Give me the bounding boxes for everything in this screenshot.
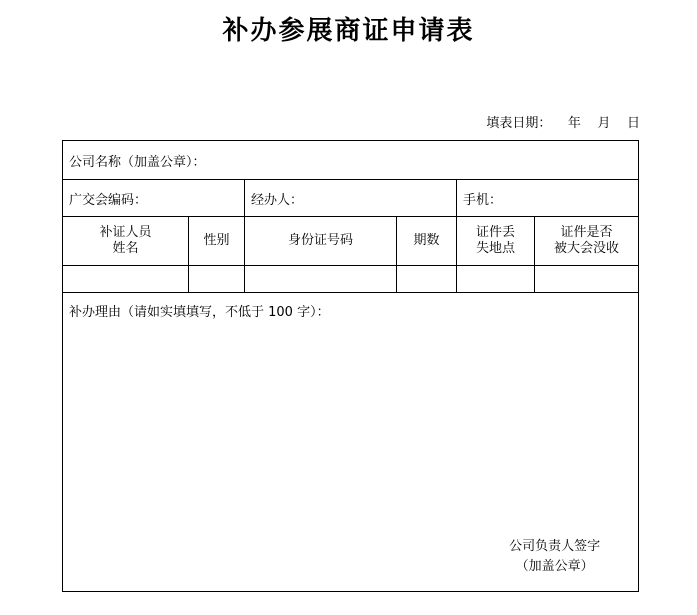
table-row-company: [63, 141, 639, 180]
header-name: [63, 217, 189, 266]
cell-gender-value[interactable]: [189, 266, 245, 293]
reason-label: 补办理由（请如实填填写，不低于 100 字）：: [69, 305, 330, 320]
cell-id-number-value[interactable]: [245, 266, 397, 293]
fair-code-cell[interactable]: 广交会编码：: [63, 180, 245, 217]
signature-line-2: （加盖公章）: [515, 558, 594, 574]
mobile-cell[interactable]: 手机：: [457, 180, 639, 217]
agent-cell[interactable]: 经办人：: [245, 180, 457, 217]
header-lost-place-line1: 证件丢: [475, 224, 515, 240]
reason-cell[interactable]: [63, 293, 639, 592]
cell-name-value[interactable]: [63, 266, 189, 293]
header-period: 期数: [397, 217, 457, 266]
fill-date-line: 填表日期： 年 月 日: [486, 116, 640, 131]
header-confiscated-line1: 证件是否: [560, 224, 613, 240]
header-lost-place: [457, 217, 535, 266]
header-lost-place-line2: 失地点: [475, 241, 515, 256]
table-row-header: [63, 217, 639, 266]
header-gender: 性别: [189, 217, 245, 266]
cell-period-value[interactable]: [397, 266, 457, 293]
signature-line-1: 公司负责人签字: [509, 538, 601, 554]
header-confiscated-line2: 被大会没收: [554, 241, 620, 256]
header-name-line1: 补证人员: [99, 224, 152, 240]
header-confiscated: [535, 217, 639, 266]
application-form-table: [62, 140, 639, 592]
table-row-reason: [63, 293, 639, 592]
cell-confiscated-value[interactable]: [535, 266, 639, 293]
header-id-number: 身份证号码: [245, 217, 397, 266]
cell-lost-place-value[interactable]: [457, 266, 535, 293]
table-row: [63, 266, 639, 293]
page-title: 补办参展商证申请表: [222, 16, 475, 46]
table-row-codes: [63, 180, 639, 217]
header-name-line2: 姓名: [112, 241, 139, 256]
signature-block: [509, 537, 600, 577]
company-name-cell[interactable]: 公司名称（加盖公章）：: [63, 141, 639, 180]
